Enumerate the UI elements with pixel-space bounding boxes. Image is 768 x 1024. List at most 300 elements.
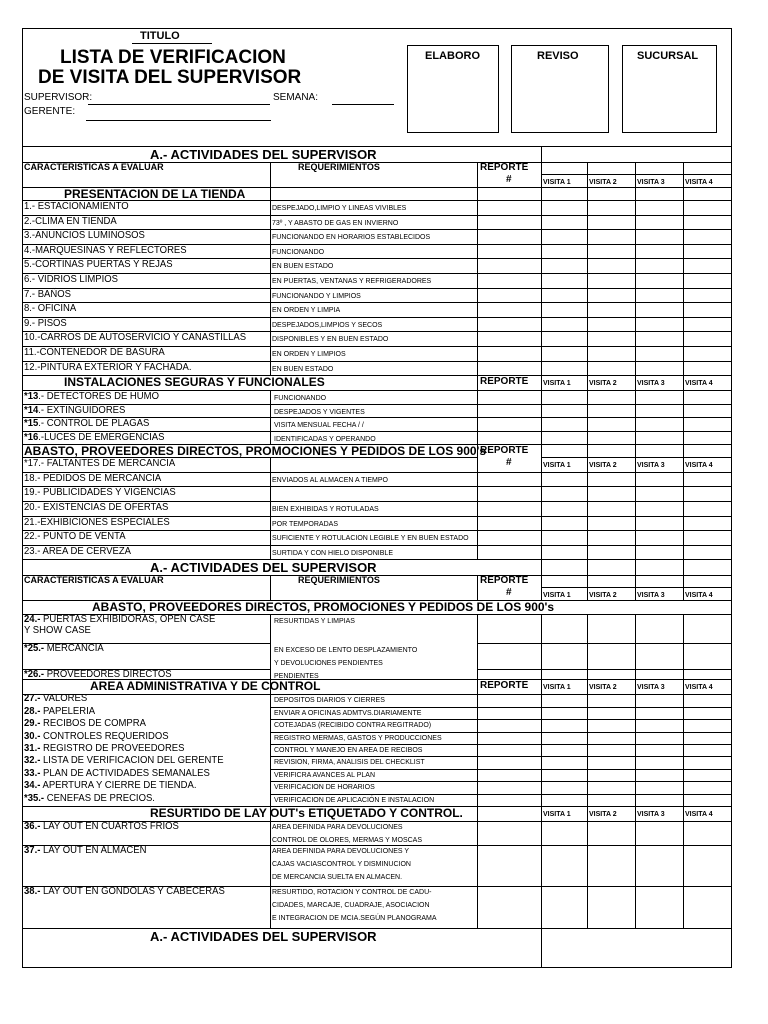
visita-2-cell[interactable] bbox=[587, 331, 635, 346]
reporte-cell[interactable] bbox=[477, 317, 541, 332]
col-rule bbox=[635, 614, 636, 679]
reporte-cell[interactable] bbox=[477, 302, 541, 317]
visita-4-cell[interactable] bbox=[683, 501, 732, 516]
item-number: *13 bbox=[24, 391, 39, 403]
visita-1-cell[interactable] bbox=[541, 200, 587, 215]
col-rule bbox=[635, 375, 636, 444]
visita-2-cell[interactable] bbox=[587, 390, 635, 404]
item-number: *25.- bbox=[24, 643, 45, 655]
visita-3-cell[interactable] bbox=[635, 431, 683, 445]
reporte-cell[interactable] bbox=[477, 545, 541, 560]
item-number: 28.- bbox=[24, 705, 41, 717]
visita-4-cell[interactable] bbox=[683, 346, 732, 361]
visita-3-cell[interactable] bbox=[635, 215, 683, 230]
visita-2-cell[interactable] bbox=[587, 756, 635, 768]
col-rule bbox=[477, 679, 478, 806]
checklist-item-label: 29.- RECIBOS DE COMPRA bbox=[24, 718, 146, 730]
visita-4-cell[interactable] bbox=[683, 694, 732, 706]
col-requerimientos: REQUERIMIENTOS bbox=[298, 162, 380, 172]
col-rule bbox=[541, 928, 542, 968]
col-rule bbox=[587, 162, 588, 187]
visita-3-header: VISITA 3 bbox=[637, 811, 665, 818]
checklist-item-label: 21.-EXHIBICIONES ESPECIALES bbox=[24, 516, 170, 528]
visita-3-cell[interactable] bbox=[635, 756, 683, 768]
col-rule bbox=[270, 457, 271, 559]
visita-3-cell[interactable] bbox=[635, 719, 683, 731]
visita-1-cell[interactable] bbox=[541, 707, 587, 719]
visita-3-cell[interactable] bbox=[635, 643, 683, 669]
visita-1-cell[interactable] bbox=[541, 732, 587, 744]
visita-3-cell[interactable] bbox=[635, 516, 683, 531]
col-rule bbox=[270, 679, 271, 806]
requirement-text: IDENTIFICADAS Y OPERANDO bbox=[274, 435, 376, 443]
visita-3-cell[interactable] bbox=[635, 886, 683, 928]
checklist-item-label: 2.-CLIMA EN TIENDA bbox=[24, 215, 117, 227]
supervisor-field[interactable] bbox=[88, 104, 270, 105]
requirement-text: PENDIENTES bbox=[274, 673, 319, 681]
visita-4-cell[interactable] bbox=[683, 288, 732, 303]
visita-1-cell[interactable] bbox=[541, 331, 587, 346]
visita-2-header: VISITA 2 bbox=[589, 684, 617, 692]
checklist-item-label: 10.-CARROS DE AUTOSERVICIO Y CANASTILLAS bbox=[24, 332, 247, 344]
visita-1-cell[interactable] bbox=[541, 643, 587, 669]
visita-2-header: VISITA 2 bbox=[589, 462, 617, 470]
visita-4-cell[interactable] bbox=[683, 331, 732, 346]
col-rule bbox=[683, 162, 684, 187]
visita-2-cell[interactable] bbox=[587, 732, 635, 744]
visita-2-cell[interactable] bbox=[587, 845, 635, 886]
visita-2-header: VISITA 2 bbox=[589, 811, 617, 818]
item-number: 30.- bbox=[24, 730, 41, 742]
visita-3-cell[interactable] bbox=[635, 501, 683, 516]
reporte-cell[interactable] bbox=[477, 244, 541, 259]
requirement-text: RESURTIDO, ROTACION Y CONTROL DE CADU- bbox=[272, 889, 432, 896]
reporte-cell[interactable] bbox=[477, 431, 541, 445]
visita-1-cell[interactable] bbox=[541, 390, 587, 404]
requirement-text: VISITA MENSUAL FECHA / / bbox=[274, 422, 364, 430]
col-rule bbox=[477, 375, 478, 444]
col-rule bbox=[477, 614, 478, 679]
visita-2-cell[interactable] bbox=[587, 694, 635, 706]
requirement-text: EN ORDEN Y LIMPIA bbox=[272, 307, 341, 315]
checklist-item-label: 11.-CONTENEDOR DE BASURA bbox=[24, 347, 165, 358]
requirement-text: EN PUERTAS, VENTANAS Y REFRIGERADORES bbox=[272, 278, 432, 285]
col-rule bbox=[635, 444, 636, 559]
visita-1-cell[interactable] bbox=[541, 457, 587, 472]
visita-4-cell[interactable] bbox=[683, 669, 732, 679]
col-rule bbox=[541, 146, 542, 162]
gerente-field[interactable] bbox=[86, 120, 271, 121]
reviso-label: REVISO bbox=[537, 50, 579, 62]
requirement-text: FUNCIONANDO EN HORARIOS ESTABLECIDOS bbox=[272, 234, 431, 242]
visita-1-cell[interactable] bbox=[541, 719, 587, 731]
visita-3-cell[interactable] bbox=[635, 331, 683, 346]
row-rule bbox=[22, 146, 732, 147]
visita-3-header: VISITA 3 bbox=[637, 380, 665, 388]
visita-3-header: VISITA 3 bbox=[637, 179, 665, 186]
visita-1-cell[interactable] bbox=[541, 361, 587, 376]
visita-2-cell[interactable] bbox=[587, 258, 635, 273]
reporte-cell[interactable] bbox=[477, 346, 541, 361]
visita-1-header: VISITA 1 bbox=[543, 380, 571, 388]
semana-label: SEMANA: bbox=[273, 92, 319, 103]
visita-1-cell[interactable] bbox=[541, 404, 587, 418]
col-rule bbox=[270, 575, 271, 600]
visita-1-cell[interactable] bbox=[541, 669, 587, 679]
visita-2-cell[interactable] bbox=[587, 545, 635, 560]
visita-1-header: VISITA 1 bbox=[543, 811, 571, 818]
col-rule bbox=[270, 162, 271, 187]
visita-2-cell[interactable] bbox=[587, 431, 635, 445]
visita-3-header: VISITA 3 bbox=[637, 684, 665, 692]
supervisor-label: SUPERVISOR: bbox=[24, 92, 93, 103]
visita-4-cell[interactable] bbox=[683, 215, 732, 230]
requirement-text: EN BUEN ESTADO bbox=[272, 263, 334, 271]
visita-1-cell[interactable] bbox=[541, 614, 587, 643]
visita-3-cell[interactable] bbox=[635, 258, 683, 273]
item-number: 38.- bbox=[24, 886, 41, 897]
visita-2-cell[interactable] bbox=[587, 346, 635, 361]
col-rule bbox=[270, 614, 271, 679]
visita-2-cell[interactable] bbox=[587, 669, 635, 679]
visita-4-header: VISITA 4 bbox=[685, 462, 713, 470]
col-rule bbox=[541, 375, 542, 444]
requirement-text: CONTROL Y MANEJO EN AREA DE RECIBOS bbox=[274, 747, 423, 754]
visita-2-cell[interactable] bbox=[587, 614, 635, 643]
checklist-item-label: 34.- APERTURA Y CIERRE DE TIENDA. bbox=[24, 780, 197, 792]
visita-4-cell[interactable] bbox=[683, 229, 732, 244]
visita-4-cell[interactable] bbox=[683, 361, 732, 376]
visita-3-cell[interactable] bbox=[635, 417, 683, 431]
col-rule bbox=[270, 806, 271, 928]
visita-1-cell[interactable] bbox=[541, 317, 587, 332]
reporte-cell[interactable] bbox=[477, 229, 541, 244]
reporte-cell[interactable] bbox=[477, 486, 541, 501]
requirement-text-cont: Y DEVOLUCIONES PENDIENTES bbox=[274, 660, 383, 668]
visita-3-cell[interactable] bbox=[635, 390, 683, 404]
visita-4-cell[interactable] bbox=[683, 273, 732, 288]
visita-4-cell[interactable] bbox=[683, 200, 732, 215]
visita-4-cell[interactable] bbox=[683, 530, 732, 545]
visita-4-cell[interactable] bbox=[683, 457, 732, 472]
visita-2-cell[interactable] bbox=[587, 744, 635, 756]
section-abasto: ABASTO, PROVEEDORES DIRECTOS, PROMOCIONES Y PEDIDOS DE LOS 900's bbox=[24, 444, 487, 459]
checklist-item-label: *15.- CONTROL DE PLAGAS bbox=[24, 418, 150, 430]
checklist-item-label: 12.-PINTURA EXTERIOR Y FACHADA. bbox=[24, 361, 192, 373]
visita-4-cell[interactable] bbox=[683, 707, 732, 719]
visita-2-cell[interactable] bbox=[587, 530, 635, 545]
checklist-item-label: *26.- PROVEEDORES DIRECTOS bbox=[24, 669, 172, 681]
visita-2-header: VISITA 2 bbox=[589, 179, 617, 186]
requirement-text: DESPEJADOS Y VIGENTES bbox=[274, 408, 365, 416]
visita-1-cell[interactable] bbox=[541, 794, 587, 806]
visita-4-cell[interactable] bbox=[683, 472, 732, 487]
col-rule bbox=[541, 187, 542, 375]
checklist-item-label: *25.- MERCANCIA bbox=[24, 643, 104, 655]
visita-2-cell[interactable] bbox=[587, 215, 635, 230]
visita-1-cell[interactable] bbox=[541, 472, 587, 487]
requirement-text: EN EXCESO DE LENTO DESPLAZAMIENTO bbox=[274, 647, 418, 655]
item-number: *35.- bbox=[24, 792, 45, 804]
visita-4-cell[interactable] bbox=[683, 302, 732, 317]
visita-1-cell[interactable] bbox=[541, 229, 587, 244]
checklist-item-label: 28.- PAPELERIA bbox=[24, 705, 96, 717]
visita-4-cell[interactable] bbox=[683, 719, 732, 731]
reporte-cell[interactable] bbox=[477, 390, 541, 404]
item-number: *16 bbox=[24, 431, 39, 443]
visita-1-cell[interactable] bbox=[541, 258, 587, 273]
visita-2-cell[interactable] bbox=[587, 886, 635, 928]
reporte-cell[interactable] bbox=[477, 361, 541, 376]
visita-1-cell[interactable] bbox=[541, 845, 587, 886]
col-reporte-hash: # bbox=[506, 174, 512, 185]
visita-3-cell[interactable] bbox=[635, 530, 683, 545]
visita-1-cell[interactable] bbox=[541, 516, 587, 531]
visita-1-cell[interactable] bbox=[541, 431, 587, 445]
visita-4-header: VISITA 4 bbox=[685, 380, 713, 388]
visita-2-cell[interactable] bbox=[587, 229, 635, 244]
item-number: *26.- bbox=[24, 669, 45, 681]
reporte-cell[interactable] bbox=[477, 288, 541, 303]
visita-1-cell[interactable] bbox=[541, 545, 587, 560]
visita-2-cell[interactable] bbox=[587, 821, 635, 845]
col-rule bbox=[635, 806, 636, 928]
requirement-text: SUFICIENTE Y ROTULACION LEGIBLE Y EN BUEN ESTADO bbox=[272, 535, 469, 543]
col-requerimientos: REQUERIMIENTOS bbox=[298, 575, 380, 586]
visita-2-header: VISITA 2 bbox=[589, 592, 617, 600]
visita-2-cell[interactable] bbox=[587, 288, 635, 303]
col-reporte: REPORTE bbox=[480, 162, 529, 173]
visita-3-cell[interactable] bbox=[635, 472, 683, 487]
reporte-cell[interactable] bbox=[477, 417, 541, 431]
semana-field[interactable] bbox=[332, 104, 394, 105]
visita-2-cell[interactable] bbox=[587, 769, 635, 781]
visita-3-cell[interactable] bbox=[635, 707, 683, 719]
item-number: 24.- bbox=[24, 614, 41, 626]
checklist-item-label: 8.- OFICINA bbox=[24, 303, 77, 315]
visita-1-cell[interactable] bbox=[541, 273, 587, 288]
visita-4-cell[interactable] bbox=[683, 794, 732, 806]
visita-4-cell[interactable] bbox=[683, 821, 732, 845]
col-rule bbox=[587, 375, 588, 444]
visita-1-cell[interactable] bbox=[541, 694, 587, 706]
elaboro-label: ELABORO bbox=[425, 50, 480, 62]
visita-1-cell[interactable] bbox=[541, 501, 587, 516]
visita-1-cell[interactable] bbox=[541, 821, 587, 845]
visita-4-cell[interactable] bbox=[683, 744, 732, 756]
visita-2-cell[interactable] bbox=[587, 302, 635, 317]
col-reporte: REPORTE bbox=[480, 376, 529, 388]
visita-2-cell[interactable] bbox=[587, 794, 635, 806]
visita-1-cell[interactable] bbox=[541, 530, 587, 545]
row-rule bbox=[22, 928, 732, 929]
reporte-cell[interactable] bbox=[477, 331, 541, 346]
checklist-item-label: 31.- REGISTRO DE PROVEEDORES bbox=[24, 743, 185, 754]
requirement-text: AREA DEFINIDA PARA DEVOLUCIONES Y bbox=[272, 848, 410, 855]
visita-2-cell[interactable] bbox=[587, 486, 635, 501]
visita-3-cell[interactable] bbox=[635, 769, 683, 781]
visita-4-cell[interactable] bbox=[683, 781, 732, 793]
visita-4-cell[interactable] bbox=[683, 317, 732, 332]
reporte-cell[interactable] bbox=[477, 200, 541, 215]
visita-3-cell[interactable] bbox=[635, 273, 683, 288]
visita-1-cell[interactable] bbox=[541, 769, 587, 781]
visita-4-cell[interactable] bbox=[683, 886, 732, 928]
visita-3-cell[interactable] bbox=[635, 614, 683, 643]
visita-2-cell[interactable] bbox=[587, 361, 635, 376]
reporte-cell[interactable] bbox=[477, 258, 541, 273]
reporte-cell[interactable] bbox=[477, 516, 541, 531]
visita-4-cell[interactable] bbox=[683, 486, 732, 501]
visita-3-cell[interactable] bbox=[635, 794, 683, 806]
visita-3-cell[interactable] bbox=[635, 845, 683, 886]
col-reporte-hash: # bbox=[506, 457, 512, 469]
visita-1-cell[interactable] bbox=[541, 744, 587, 756]
visita-3-cell[interactable] bbox=[635, 744, 683, 756]
checklist-item-label-cont: Y SHOW CASE bbox=[24, 625, 91, 637]
reporte-cell[interactable] bbox=[477, 472, 541, 487]
col-rule bbox=[541, 679, 542, 806]
visita-3-cell[interactable] bbox=[635, 404, 683, 418]
visita-2-cell[interactable] bbox=[587, 516, 635, 531]
visita-1-cell[interactable] bbox=[541, 486, 587, 501]
visita-4-cell[interactable] bbox=[683, 258, 732, 273]
visita-3-cell[interactable] bbox=[635, 821, 683, 845]
visita-4-cell[interactable] bbox=[683, 845, 732, 886]
visita-3-cell[interactable] bbox=[635, 244, 683, 259]
row-rule bbox=[541, 174, 732, 175]
visita-3-cell[interactable] bbox=[635, 361, 683, 376]
col-rule bbox=[270, 390, 271, 444]
visita-1-cell[interactable] bbox=[541, 417, 587, 431]
visita-3-cell[interactable] bbox=[635, 200, 683, 215]
reporte-cell[interactable] bbox=[477, 273, 541, 288]
checklist-item-label: 32.- LISTA DE VERIFICACION DEL GERENTE bbox=[24, 755, 224, 767]
visita-4-cell[interactable] bbox=[683, 756, 732, 768]
visita-1-cell[interactable] bbox=[541, 756, 587, 768]
requirement-text: FUNCIONANDO bbox=[274, 395, 327, 403]
visita-3-cell[interactable] bbox=[635, 486, 683, 501]
visita-3-cell[interactable] bbox=[635, 781, 683, 793]
visita-3-cell[interactable] bbox=[635, 288, 683, 303]
item-number: 32.- bbox=[24, 755, 41, 767]
visita-3-cell[interactable] bbox=[635, 694, 683, 706]
col-rule bbox=[541, 806, 542, 928]
visita-2-cell[interactable] bbox=[587, 417, 635, 431]
visita-4-cell[interactable] bbox=[683, 545, 732, 560]
visita-1-header: VISITA 1 bbox=[543, 462, 571, 470]
col-rule bbox=[635, 679, 636, 806]
visita-2-cell[interactable] bbox=[587, 781, 635, 793]
reporte-cell[interactable] bbox=[477, 215, 541, 230]
visita-4-cell[interactable] bbox=[683, 404, 732, 418]
visita-2-cell[interactable] bbox=[587, 457, 635, 472]
visita-2-cell[interactable] bbox=[587, 501, 635, 516]
sucursal-label: SUCURSAL bbox=[637, 50, 699, 62]
visita-3-cell[interactable] bbox=[635, 346, 683, 361]
visita-1-cell[interactable] bbox=[541, 346, 587, 361]
visita-2-cell[interactable] bbox=[587, 707, 635, 719]
visita-4-cell[interactable] bbox=[683, 614, 732, 643]
visita-2-cell[interactable] bbox=[587, 273, 635, 288]
visita-2-cell[interactable] bbox=[587, 719, 635, 731]
visita-1-cell[interactable] bbox=[541, 886, 587, 928]
requirement-text: COTEJADAS (RECIBIDO CONTRA REGITRADO) bbox=[274, 722, 432, 730]
visita-3-cell[interactable] bbox=[635, 302, 683, 317]
section-actividades: A.- ACTIVIDADES DEL SUPERVISOR bbox=[150, 147, 377, 162]
col-rule bbox=[683, 559, 684, 600]
visita-3-cell[interactable] bbox=[635, 457, 683, 472]
visita-2-cell[interactable] bbox=[587, 643, 635, 669]
checklist-item-label: *17.- FALTANTES DE MERCANCIA bbox=[24, 458, 176, 470]
checklist-item-label: 6.- VIDRIOS LIMPIOS bbox=[24, 274, 118, 285]
checklist-item-label: 18.- PEDIDOS DE MERCANCIA bbox=[24, 472, 162, 484]
visita-3-cell[interactable] bbox=[635, 229, 683, 244]
requirement-text: DESPEJADO,LIMPIO Y LINEAS VIVIBLES bbox=[272, 205, 407, 212]
visita-2-cell[interactable] bbox=[587, 200, 635, 215]
col-rule bbox=[477, 444, 478, 559]
col-reporte: REPORTE bbox=[480, 445, 529, 457]
visita-2-cell[interactable] bbox=[587, 472, 635, 487]
visita-3-cell[interactable] bbox=[635, 669, 683, 679]
visita-1-cell[interactable] bbox=[541, 215, 587, 230]
section-resurtido: RESURTIDO DE LAY OUT's ETIQUETADO Y CONTROL. bbox=[150, 806, 463, 820]
section-actividades: A.- ACTIVIDADES DEL SUPERVISOR bbox=[150, 560, 377, 576]
visita-1-cell[interactable] bbox=[541, 302, 587, 317]
col-rule bbox=[270, 187, 271, 375]
checklist-item-label: *13.- DETECTORES DE HUMO bbox=[24, 391, 159, 403]
visita-3-cell[interactable] bbox=[635, 545, 683, 560]
requirement-text: DISPONIBLES Y EN BUEN ESTADO bbox=[272, 336, 389, 344]
checklist-item-label: 30.- CONTROLES REQUERIDOS bbox=[24, 730, 169, 742]
checklist-item-label: 37.- LAY OUT EN ALMACEN bbox=[24, 845, 147, 856]
visita-4-cell[interactable] bbox=[683, 643, 732, 669]
col-caracteristicas: CARACTERISTICAS A EVALUAR bbox=[24, 575, 164, 586]
requirement-text: FUNCIONANDO Y LIMPIOS bbox=[272, 292, 361, 300]
visita-3-cell[interactable] bbox=[635, 732, 683, 744]
visita-3-cell[interactable] bbox=[635, 317, 683, 332]
visita-4-cell[interactable] bbox=[683, 431, 732, 445]
section-instalaciones: INSTALACIONES SEGURAS Y FUNCIONALES bbox=[64, 375, 325, 390]
reporte-cell[interactable] bbox=[477, 530, 541, 545]
visita-1-cell[interactable] bbox=[541, 781, 587, 793]
requirement-text: DESPEJADOS,LIMPIOS Y SECOS bbox=[272, 321, 383, 329]
visita-2-cell[interactable] bbox=[587, 244, 635, 259]
visita-4-cell[interactable] bbox=[683, 516, 732, 531]
checklist-item-label: 22.- PUNTO DE VENTA bbox=[24, 531, 126, 543]
visita-4-cell[interactable] bbox=[683, 732, 732, 744]
visita-2-cell[interactable] bbox=[587, 317, 635, 332]
visita-4-cell[interactable] bbox=[683, 244, 732, 259]
visita-4-cell[interactable] bbox=[683, 417, 732, 431]
gerente-label: GERENTE: bbox=[24, 106, 76, 117]
checklist-item-label: 1.- ESTACIONAMIENTO bbox=[24, 201, 129, 212]
checklist-item-label: 19.- PUBLICIDADES Y VIGENCIAS bbox=[24, 487, 176, 499]
visita-4-cell[interactable] bbox=[683, 390, 732, 404]
visita-2-cell[interactable] bbox=[587, 404, 635, 418]
visita-1-header: VISITA 1 bbox=[543, 684, 571, 692]
requirement-text: ENVIAR A OFICINAS ADMTVS.DIARIAMENTE bbox=[274, 709, 422, 717]
col-rule bbox=[635, 187, 636, 375]
reporte-cell[interactable] bbox=[477, 404, 541, 418]
visita-4-cell[interactable] bbox=[683, 769, 732, 781]
col-rule bbox=[683, 375, 684, 444]
col-rule bbox=[683, 806, 684, 928]
visita-1-cell[interactable] bbox=[541, 288, 587, 303]
visita-1-cell[interactable] bbox=[541, 244, 587, 259]
reporte-cell[interactable] bbox=[477, 501, 541, 516]
requirement-text: VERIFICACION DE APLICACIÓN E INSTALACION bbox=[274, 796, 435, 804]
